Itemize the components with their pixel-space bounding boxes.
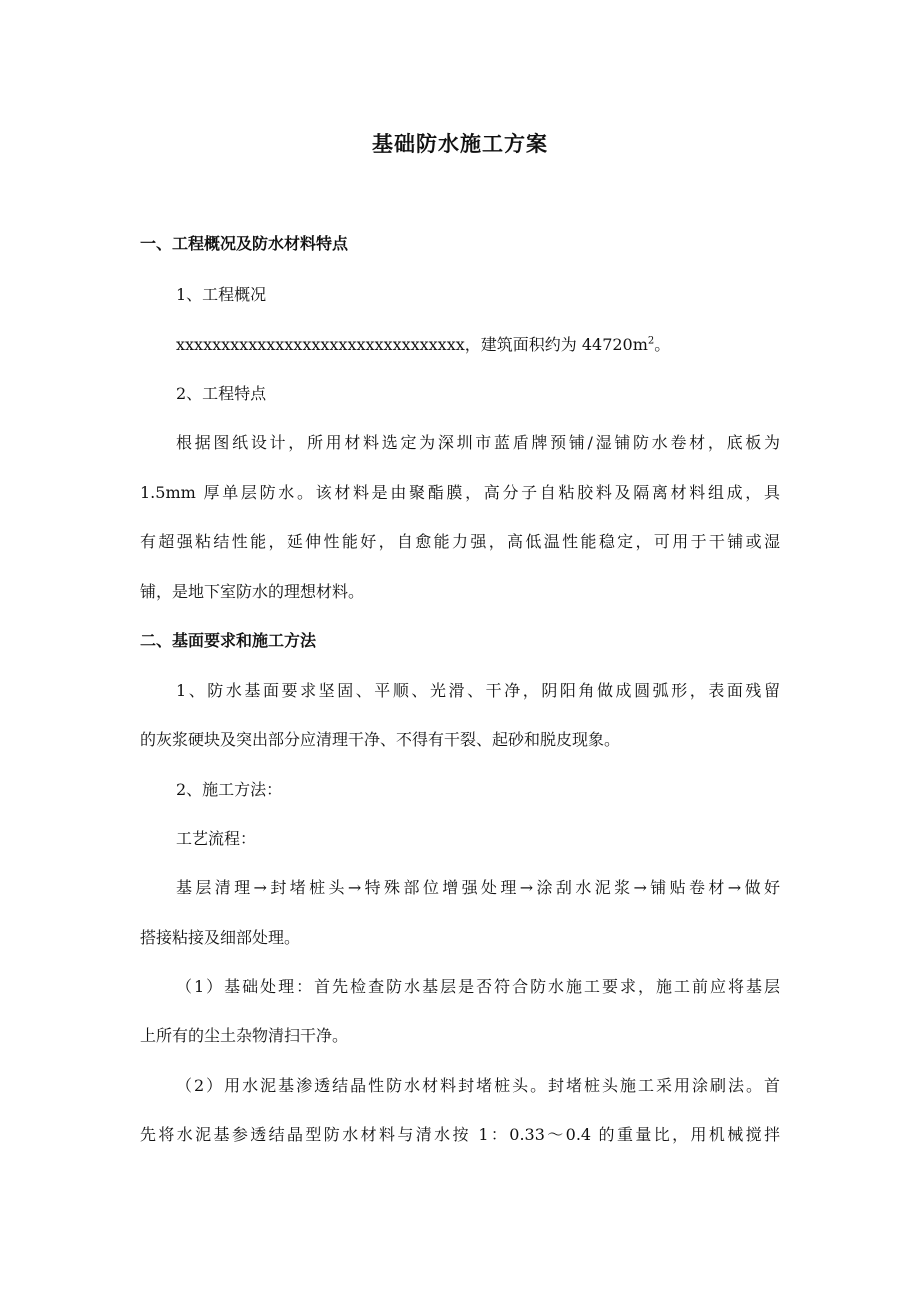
- process-flow-line: 搭接粘接及细部处理。: [140, 928, 301, 947]
- overview-text-end: 。: [654, 335, 671, 354]
- features-paragraph-line: 铺，是地下室防水的理想材料。: [140, 582, 365, 601]
- overview-paragraph: [176, 333, 670, 357]
- section-2-heading: 二、基面要求和施工方法: [140, 631, 317, 650]
- features-paragraph-line: 有超强粘结性能，延伸性能好，自愈能力强，高低温性能稳定，可用于干铺或湿: [140, 532, 780, 551]
- section-1-heading: 一、工程概况及防水材料特点: [140, 234, 349, 253]
- process-flow-line: 基层清理→封堵桩头→特殊部位增强处理→涂刮水泥浆→铺贴卷材→做好: [176, 878, 780, 897]
- overview-subheading: 1、工程概况: [176, 285, 267, 304]
- process-label: 工艺流程：: [176, 829, 257, 848]
- method-subheading: 2、施工方法：: [176, 780, 283, 799]
- features-paragraph-line: 1.5mm 厚单层防水。该材料是由聚酯膜，高分子自粘胶料及隔离材料组成，具: [140, 483, 780, 502]
- requirements-paragraph-line: 的灰浆硬块及突出部分应清理干净、不得有干裂、起砂和脱皮现象。: [140, 730, 621, 749]
- step-1-line: 上所有的尘土杂物清扫干净。: [140, 1026, 349, 1045]
- step-2-line: （2）用水泥基渗透结晶性防水材料封堵桩头。封堵桩头施工采用涂刷法。首: [176, 1076, 780, 1095]
- step-1-line: （1）基础处理：首先检查防水基层是否符合防水施工要求，施工前应将基层: [176, 977, 780, 996]
- requirements-paragraph-line: 1、防水基面要求坚固、平顺、光滑、干净，阴阳角做成圆弧形，表面残留: [176, 681, 780, 700]
- features-subheading: 2、工程特点: [176, 384, 267, 403]
- features-paragraph-line: 根据图纸设计，所用材料选定为深圳市蓝盾牌预铺/湿铺防水卷材，底板为: [176, 433, 780, 452]
- document-title: 基础防水施工方案: [372, 131, 548, 156]
- area-unit-superscript: 2: [647, 335, 655, 347]
- step-2-line: 先将水泥基参透结晶型防水材料与清水按 1：0.33～0.4 的重量比，用机械搅拌: [140, 1125, 780, 1144]
- overview-text: xxxxxxxxxxxxxxxxxxxxxxxxxxxxxxxx，建筑面积约为 44720m: [176, 335, 648, 354]
